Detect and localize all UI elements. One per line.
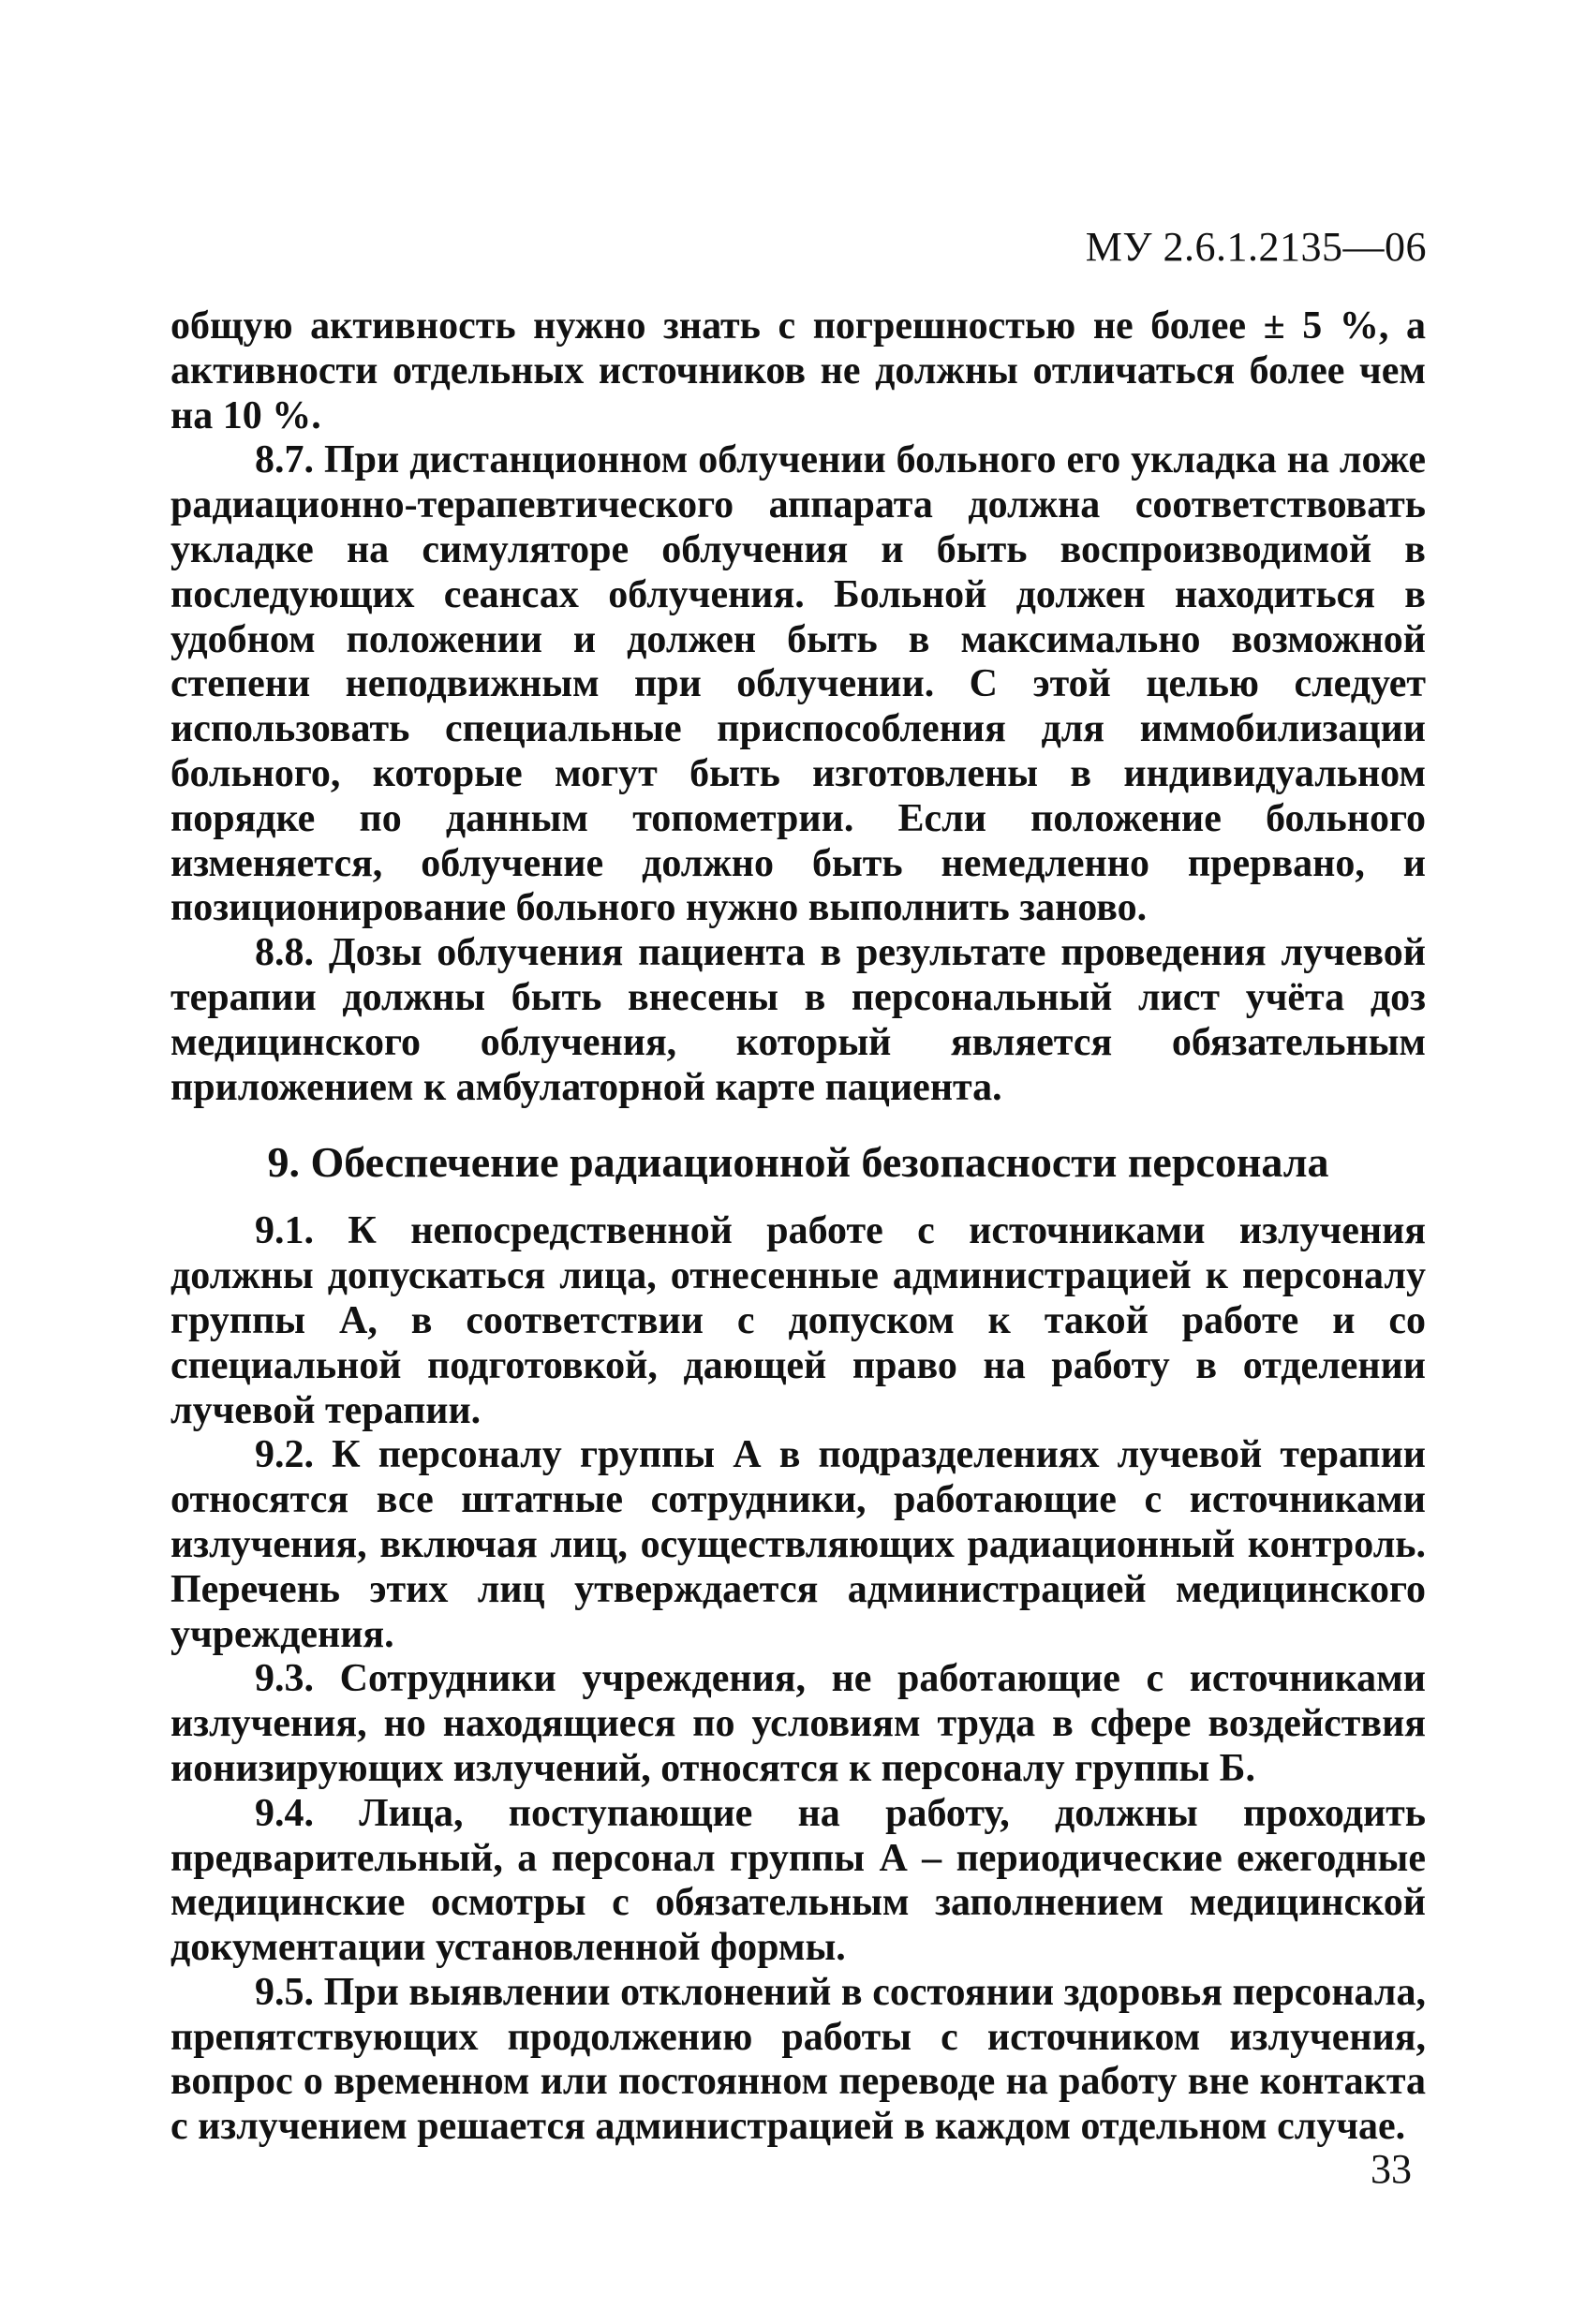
- paragraph-9-5: 9.5. При выявлении отклонений в состоянии здоровья персонала, препятствующих продолжению работы с источником излучения, вопрос о временном или постоянном переводе на работу вне контакта с излучением решается администрацией в каждом отдельном случае.: [170, 1970, 1426, 2149]
- paragraph-9-1: 9.1. К непосредственной работе с источниками излучения должны допускаться лица, отнесенные администрацией к персоналу группы А, в соответствии с допуском к такой работе и со специальной подготовкой, дающей право на работу в отделении лучевой терапии.: [170, 1209, 1426, 1432]
- paragraph-9-2: 9.2. К персоналу группы А в подразделениях лучевой терапии относятся все штатные сотрудники, работающие с источниками излучения, включая лиц, осуществляющих радиационный контроль. Перечень этих лиц утверждается администрацией медицинского учреждения.: [170, 1433, 1426, 1656]
- paragraph-8-7: 8.7. При дистанционном облучении больного его укладка на ложе радиационно-терапевтического аппарата должна соответствовать укладке на симуляторе облучения и быть воспроизводимой в последующих сеансах облучения. Больной должен находиться в удобном положении и должен быть в максимально возможной степени неподвижным при облучении. С этой целью следует использовать специальные приспособления для иммобилизации больного, которые могут быть изготовлены в индивидуальном порядке по данным топометрии. Если положение больного изменяется, облучение должно быть немедленно прервано, и позиционирование больного нужно выполнить заново.: [170, 438, 1426, 930]
- paragraph-8-8: 8.8. Дозы облучения пациента в результате проведения лучевой терапии должны быть внесены в персональный лист учёта доз медицинского облучения, который является обязательным приложением к амбулаторной карте пациента.: [170, 931, 1426, 1109]
- document-code-header: МУ 2.6.1.2135—06: [1085, 224, 1427, 270]
- paragraph-9-3: 9.3. Сотрудники учреждения, не работающие с источниками излучения, но находящиеся по условиям труда в сфере воздействия ионизирующих излучений, относятся к персоналу группы Б.: [170, 1657, 1426, 1790]
- paragraph-9-4: 9.4. Лица, поступающие на работу, должны проходить предварительный, а персонал группы А – периодические ежегодные медицинские осмотры с обязательным заполнением медицинской документации установленной формы.: [170, 1791, 1426, 1970]
- section-9-heading: 9. Обеспечение радиационной безопасности персонала: [267, 1138, 1329, 1187]
- page-content: [170, 304, 1426, 2150]
- page-number: 33: [1371, 2146, 1412, 2192]
- paragraph-8-6-continuation: общую активность нужно знать с погрешностью не более ± 5 %, а активности отдельных источников не должны отличаться более чем на 10 %.: [170, 304, 1426, 437]
